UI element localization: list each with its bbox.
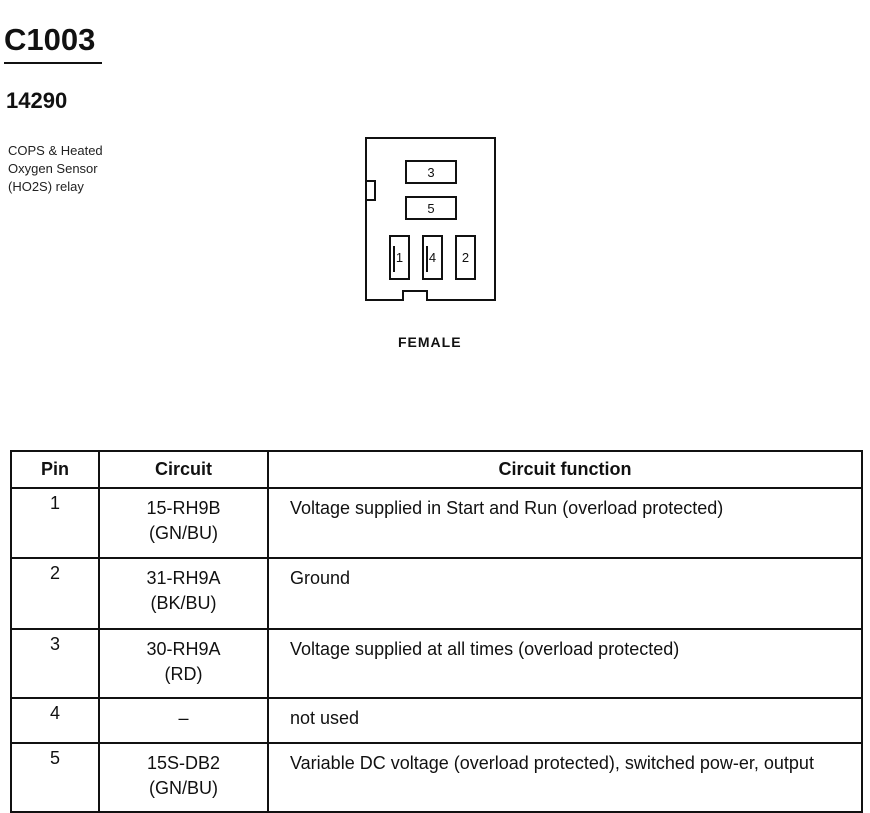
circuit-code: 31-RH9A	[146, 568, 221, 588]
cell-circuit	[99, 743, 268, 812]
table-row	[11, 629, 862, 698]
table-row	[11, 743, 862, 812]
circuit-code: –	[178, 708, 189, 728]
pin-cavity-4	[422, 235, 443, 280]
circuit-code: 15-RH9B	[146, 498, 221, 518]
cell-circuit	[99, 629, 268, 698]
pin-label-5: 5	[427, 200, 435, 216]
table-header-row	[11, 451, 862, 488]
header-circuit: Circuit	[99, 451, 268, 488]
cell-function: Voltage supplied in Start and Run (overload protected)	[268, 488, 862, 558]
connector-key-tab	[402, 290, 428, 301]
cell-pin: 4	[11, 698, 99, 743]
cell-function: Ground	[268, 558, 862, 629]
cell-pin: 1	[11, 488, 99, 558]
pin-cavity-3	[405, 160, 457, 184]
cell-pin: 2	[11, 558, 99, 629]
circuit-code: 15S-DB2	[146, 753, 221, 773]
connector-id-title: C1003	[4, 22, 96, 57]
cell-circuit	[99, 488, 268, 558]
pin-label-2: 2	[461, 250, 470, 265]
table-row	[11, 488, 862, 558]
pin-table	[10, 450, 863, 813]
description-line-1: COPS & Heated	[8, 143, 103, 158]
pin-cavity-2	[455, 235, 476, 280]
cell-function: Variable DC voltage (overload protected), switched pow-er, output	[268, 743, 862, 812]
table-row	[11, 558, 862, 629]
part-number: 14290	[6, 88, 68, 113]
connector-side-latch	[365, 180, 376, 201]
cell-circuit	[99, 558, 268, 629]
pin-cavity-5	[405, 196, 457, 220]
description-line-3: (HO2S) relay	[8, 179, 84, 194]
cell-pin: 5	[11, 743, 99, 812]
cell-pin: 3	[11, 629, 99, 698]
pin-label-3: 3	[427, 164, 435, 180]
pin-label-1: 1	[395, 250, 404, 265]
header-circuit-function: Circuit function	[268, 451, 862, 488]
wire-color: (RD)	[164, 664, 203, 684]
description-line-2: Oxygen Sensor	[8, 161, 98, 176]
cell-circuit	[99, 698, 268, 743]
wire-color: (GN/BU)	[149, 778, 218, 798]
cell-function: not used	[268, 698, 862, 743]
pin-label-4: 4	[428, 250, 437, 265]
cell-function: Voltage supplied at all times (overload protected)	[268, 629, 862, 698]
header-pin: Pin	[11, 451, 99, 488]
title-underline	[4, 62, 102, 64]
circuit-code: 30-RH9A	[146, 639, 221, 659]
wire-color: (BK/BU)	[150, 593, 217, 613]
wire-color: (GN/BU)	[149, 523, 218, 543]
connector-description	[8, 142, 103, 196]
pin-cavity-1	[389, 235, 410, 280]
table-row	[11, 698, 862, 743]
connector-gender-label: FEMALE	[398, 334, 462, 350]
